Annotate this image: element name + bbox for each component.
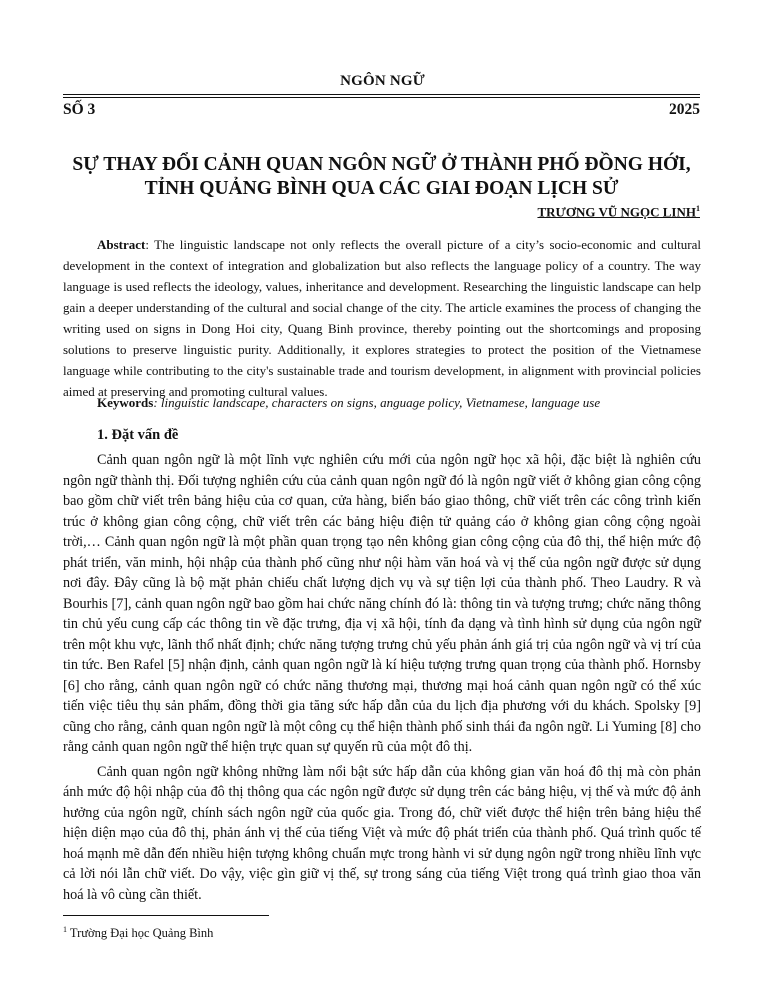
footnote-number: 1 (63, 925, 67, 934)
author-text: TRƯƠNG VŨ NGỌC LINH (537, 204, 696, 220)
section-heading: 1. Đặt vấn đề (97, 427, 179, 443)
issue-year: 2025 (669, 101, 700, 118)
issue-number: SỐ 3 (63, 101, 96, 118)
keywords (63, 393, 701, 413)
author-footnote-mark: 1 (696, 204, 700, 213)
body-text (63, 450, 701, 909)
title-line-2: TỈNH QUẢNG BÌNH QUA CÁC GIAI ĐOẠN LỊCH SỬ (144, 178, 619, 199)
journal-name: NGÔN NGỮ (340, 73, 425, 89)
abstract-text: : The linguistic landscape not only reflects the overall picture of a city’s socio-economic and cultural development in the context of integration and globalization but also reflects the language policy of a country. The way language is used reflects the ideology, values, inheritance and development. Researching the linguistic landscape can help gain a deeper understanding of the cultural and social change of the city. The article examines the process of changing the writing used on signs in Dong Hoi city, Quang Binh province, thereby pointing out the shortcomings and proposing solutions to preserve linguistic purity. Additionally, it explores strategies to protect the position of the Vietnamese language while contributing to the city's sustainable trade and tourism development, in alignment with provincial policies aimed at preserving and promoting cultural values. (63, 237, 701, 399)
footnote-text: Trường Đại học Quảng Bình (67, 926, 214, 941)
header-rule-thin (63, 97, 700, 98)
title-line-1: SỰ THAY ĐỔI CẢNH QUAN NGÔN NGỮ Ở THÀNH PHỐ ĐỒNG HỚI, (72, 154, 691, 175)
paragraph-2: Cảnh quan ngôn ngữ không những làm nổi bật sức hấp dẫn của không gian văn hoá đô thị mà còn phản ánh mức độ hội nhập của đô thị thông qua các ngôn ngữ được sử dụng trên các bảng hiệu, vị thế và mức độ ảnh hưởng của ngôn ngữ, chính sách ngôn ngữ của quốc gia. Trong đó, chữ viết được thể hiện trên bảng hiệu thể hiện diện mạo của đô thị, phản ánh vị thế của tiếng Việt và mức độ phát triển của thành phố. Quá trình quốc tế hoá mạnh mẽ dẫn đến nhiều hiện tượng không chuẩn mực trong hành vi sử dụng ngôn ngữ trong nhiều lĩnh vực cả lời nói lẫn chữ viết. Do vậy, việc gìn giữ vị thế, sự trong sáng của tiếng Việt trong quá trình giao thoa văn hoá là vô cùng cần thiết. (63, 763, 701, 903)
abstract-label: Abstract (97, 237, 146, 252)
article-title (63, 153, 700, 201)
paragraph-1: Cảnh quan ngôn ngữ là một lĩnh vực nghiên cứu mới của ngôn ngữ học xã hội, đặc biệt là nghiên cứu ngôn ngữ thành thị. Đối tượng nghiên cứu của cảnh quan ngôn ngữ đó là ngôn ngữ viết ở không gian công cộng bao gồm chữ viết trên bảng hiệu của cơ quan, cửa hàng, biển báo giao thông, chữ viết trên các công trình kiến trúc ở không gian công cộng, chữ viết trên các bảng hiệu điện tử quảng cáo ở không gian công cộng ngoài trời,… Cảnh quan ngôn ngữ là một phần quan trọng tạo nên không gian công cộng của đô thị, thể hiện mức độ phát triển, văn minh, hội nhập của thành phố cũng như nội hàm văn hoá và vị thế của ngôn ngữ được sử dụng nơi đây. Đây cũng là bộ mặt phản chiếu chất lượng dịch vụ và sự tiện lợi của thành phố. Theo Laudry. R và Bourhis [7], cảnh quan ngôn ngữ bao gồm hai chức năng chính đó là: thông tin và tượng trưng; chức năng thông tin chủ yếu cung cấp các thông tin về đặc trưng, địa vị xã hội, tính đa dạng và tình hình sử dụng của ngôn ngữ trên một khu vực, lãnh thổ nhất định; chức năng tượng trưng chủ yếu phản ánh giá trị của ngôn ngữ và vị trí của tin tức. Ben Rafel [5] nhận định, cảnh quan ngôn ngữ là kí hiệu tượng trưng quan trọng của thành phố. Hornsby [6] cho rằng, cảnh quan ngôn ngữ có chức năng thương mại, thương mại hoá cảnh quan ngôn ngữ có thể xúc tiến việc tiêu thụ sản phẩm, đồng thời gia tăng sức hấp dẫn của du lịch địa phương với du khách. Spolsky [9] cũng cho rằng, cảnh quan ngôn ngữ là một công cụ thể hiện thành phố sinh thái đa ngôn ngữ. Li Yuming [8] cho rằng cảnh quan ngôn ngữ thể hiện trực quan sự quyến rũ của một đô thị. (63, 452, 701, 755)
header-rule-thick (63, 94, 700, 95)
author-name (537, 204, 700, 220)
footnote-rule (63, 915, 269, 916)
keywords-label: Keywords (97, 395, 154, 410)
abstract (63, 234, 701, 402)
footnote (63, 925, 213, 941)
keywords-text: : linguistic landscape, characters on signs, anguage policy, Vietnamese, language use (153, 395, 601, 410)
